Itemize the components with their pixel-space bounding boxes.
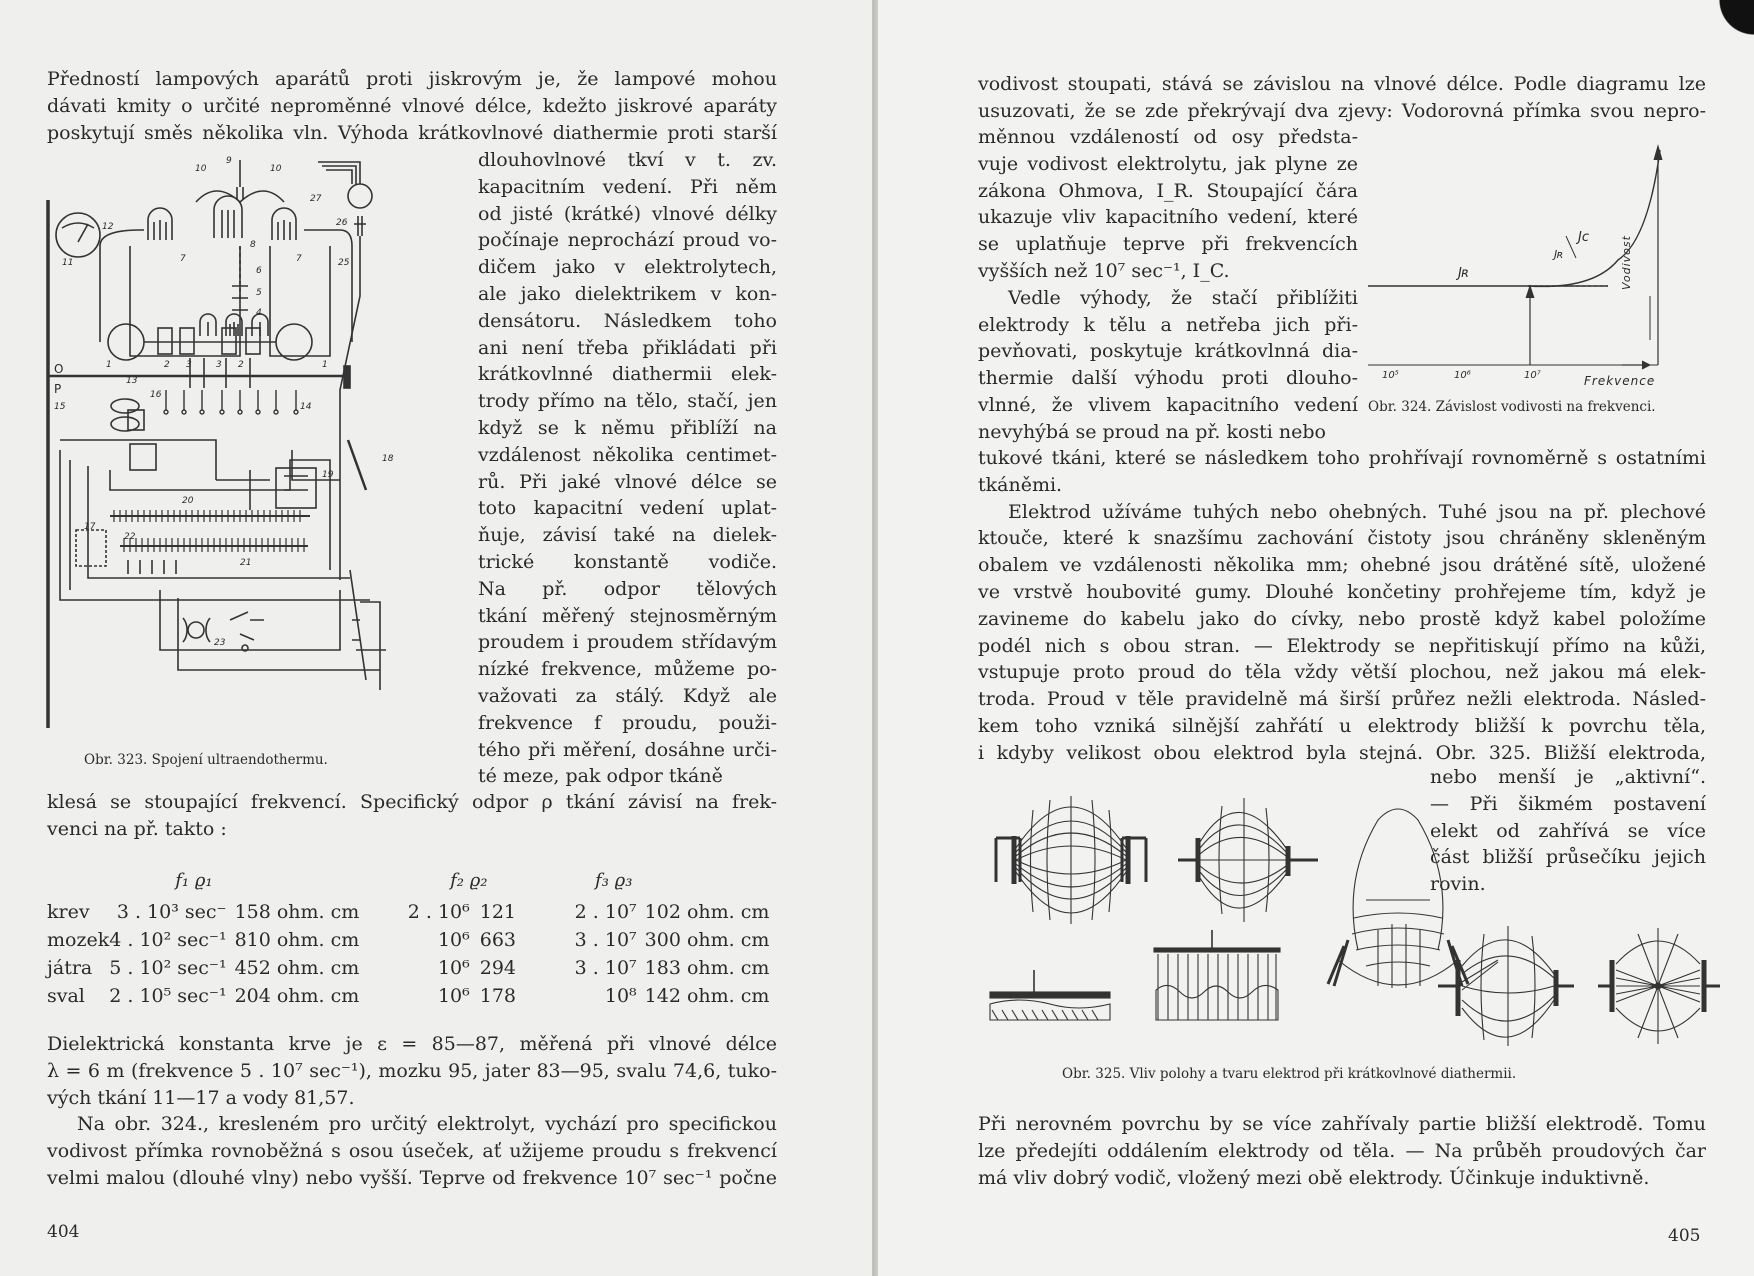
- text-line: krátkovlnné diathermii elek-: [478, 363, 777, 386]
- cell-tissue: krev: [47, 901, 90, 923]
- left-text-side: [478, 147, 777, 790]
- fig323-label: 4: [256, 308, 262, 318]
- figure-324-caption: Obr. 324. Závislost vodivosti na frekvenci.: [1368, 399, 1656, 415]
- graph-x-axis-label: Frekvence: [1584, 374, 1656, 388]
- text-line: vzdálenost několika centimet-: [478, 443, 777, 466]
- graph-x-tick: 10⁷: [1524, 370, 1541, 381]
- text-line: rovin.: [1430, 873, 1486, 896]
- cell-r3: 183 ohm. cm: [644, 957, 770, 979]
- text-line: tkání měřený stejnosměrným: [478, 604, 777, 627]
- text-line: tkáněmi.: [978, 473, 1063, 496]
- graph-y-axis-label: Vodivost: [1620, 235, 1633, 290]
- text-line: od jisté (krátké) vlnové délky: [478, 202, 777, 225]
- fig323-label: 23: [214, 638, 226, 648]
- fig323-label: 7: [180, 254, 186, 264]
- cell-f1: 4 . 10² sec⁻¹: [109, 929, 227, 951]
- cell-r2: 121: [479, 901, 517, 923]
- text-line: velmi malou (dlouhé vlny) nebo vyšší. Teprve od frekvence 10⁷ sec⁻¹ počne: [47, 1166, 777, 1189]
- header-f1: f₁ ϱ₁: [175, 869, 213, 891]
- cell-r3: 142 ohm. cm: [644, 985, 770, 1007]
- text-line: zavineme do kabelu jako do cívky, nebo prostě když kabel položíme: [978, 607, 1706, 630]
- text-line: ale jako dielektrikem v kon-: [478, 282, 777, 305]
- graph-ir-label: Jʀ: [1458, 266, 1470, 281]
- text-line: usuzovati, že se zde překrývají dva zjevy: Vodorovná přímka svou nepro-: [978, 99, 1706, 122]
- cell-r3: 300 ohm. cm: [644, 929, 770, 951]
- text-line: dávati kmity o určité neproměnné vlnové délce, kdežto jiskrové aparáty: [47, 94, 777, 117]
- right-text-top: [978, 71, 1706, 125]
- table-row: [47, 954, 777, 982]
- fig323-label: 11: [62, 258, 74, 268]
- fig323-label: 2: [164, 360, 170, 370]
- text-line: zákona Ohmova, I_R. Stoupající čára: [978, 179, 1358, 202]
- text-line: dlouhovlnové tkví v t. zv.: [478, 149, 777, 171]
- right-page: [878, 0, 1754, 1276]
- cell-r1: 158 ohm. cm: [234, 901, 360, 923]
- cell-tissue: játra: [47, 957, 93, 979]
- text-line: klesá se stoupající frekvencí. Specifický odpor ρ tkání závisí na frek-: [47, 791, 777, 813]
- fig323-label: 6: [256, 266, 262, 276]
- fig323-label: 10: [270, 164, 282, 174]
- text-line: ukazuje vliv kapacitního vedení, které: [978, 206, 1358, 229]
- text-line: Předností lampových aparátů proti jiskrovým je, že lampové mohou: [47, 68, 777, 90]
- text-line: — Při šikmém postavení: [1430, 792, 1706, 815]
- figure-325-electrodes: [978, 790, 1438, 1090]
- fig323-label: 12: [102, 222, 114, 232]
- cell-f3: 3 . 10⁷: [574, 957, 637, 979]
- fig323-label: 21: [240, 558, 252, 568]
- graph-ir-small-label: Jʀ: [1554, 248, 1564, 261]
- text-line: proudem i proudem střídavým: [478, 631, 777, 654]
- fig323-label: 26: [336, 218, 348, 228]
- text-line: λ = 6 m (frekvence 5 . 10⁷ sec⁻¹), mozku 95, jater 83—95, svalu 74,6, tuko-: [47, 1059, 777, 1082]
- text-line: podél nich s obou stran. — Elektrody se nepřitiskují přímo na kůži,: [978, 634, 1706, 657]
- text-line: měnnou vzdáleností od osy předsta-: [978, 126, 1358, 148]
- text-line: nízké frekvence, můžeme po-: [478, 658, 777, 681]
- cell-f1: 5 . 10² sec⁻¹: [109, 957, 227, 979]
- text-line: vodivost stoupati, stává se závislou na vlnové délce. Podle diagramu lze: [978, 73, 1706, 95]
- header-f2: f₂ ϱ₂: [450, 869, 488, 891]
- cell-f3: 10⁸: [604, 985, 637, 1007]
- fig323-label: 10: [195, 164, 207, 174]
- text-line: poskytují směs několika vln. Výhoda krátkovlnové diathermie proti starší: [47, 121, 777, 144]
- fig323-label: 18: [382, 454, 394, 464]
- cell-r2: 663: [479, 929, 517, 951]
- text-line: vuje vodivost elektrolytu, jak plyne ze: [978, 152, 1358, 175]
- cell-r2: 294: [479, 957, 517, 979]
- table-row: [47, 982, 777, 1010]
- left-page: [0, 0, 872, 1276]
- text-line: vyšších než 10⁷ sec⁻¹, I_C.: [978, 259, 1230, 282]
- left-text-top: [47, 66, 777, 146]
- text-line: trody přímo na tělo, stačí, jen: [478, 390, 777, 413]
- cell-f2: 10⁶: [437, 929, 470, 951]
- fig323-label: 9: [226, 156, 232, 166]
- text-line: pevňovati, poskytuje krátkovlnná dia-: [978, 340, 1358, 363]
- text-line: tého při měření, dosáhne urči-: [478, 738, 777, 761]
- text-line: má vliv dobrý vodič, vložený mezi obě elektrody. Účinkuje induktivně.: [978, 1166, 1650, 1189]
- text-line: obalem ve vzdálenosti několika mm; ohebné jsou drátěné sítě, uložené: [978, 554, 1706, 577]
- fig323-label: 19: [322, 470, 334, 480]
- text-line: važovati za stálý. Když ale: [478, 684, 777, 707]
- fig323-label: 14: [300, 402, 312, 412]
- figure-323-labels: [40, 150, 440, 750]
- right-text-mid: [978, 445, 1706, 767]
- text-line: Při nerovném povrchu by se více zahřívaly partie bližší elektrodě. Tomu: [978, 1113, 1706, 1135]
- figure-324-labels: [1358, 140, 1718, 400]
- text-line: Vedle výhody, že stačí přiblížiti: [1008, 286, 1358, 309]
- text-line: trické konstantě vodiče.: [478, 550, 777, 573]
- fig323-label: 3: [186, 360, 192, 370]
- text-line: vlnné, že vlivem kapacitního vedení: [978, 393, 1358, 416]
- fig323-label-p: P: [54, 382, 62, 396]
- cell-f3: 2 . 10⁷: [574, 901, 637, 923]
- text-line: Na obr. 324., kresleném pro určitý elektrolyt, vychází pro specifickou: [77, 1113, 777, 1136]
- table-row: [47, 926, 777, 954]
- cell-r1: 810 ohm. cm: [234, 929, 360, 951]
- graph-x-tick: 10⁵: [1382, 370, 1399, 381]
- text-line: tukové tkáni, které se následkem toho prohřívají rovnoměrně s ostatními: [978, 447, 1706, 469]
- fig323-label: 3: [216, 360, 222, 370]
- figure-325-caption: Obr. 325. Vliv polohy a tvaru elektrod při krátkovlnové diathermii.: [1062, 1066, 1517, 1082]
- text-line: thermie další výhodu proti dlouho-: [978, 367, 1358, 390]
- text-line: rů. Při jaké vlnové délce se: [478, 470, 777, 493]
- text-line: venci na př. takto :: [47, 817, 227, 840]
- text-line: Dielektrická konstanta krve je ε = 85—87, měřená při vlnové délce: [47, 1033, 777, 1055]
- text-line: Na př. odpor tělových: [478, 577, 777, 600]
- fig323-label: 13: [126, 376, 138, 386]
- text-line: i kdyby velikost obou elektrod byla stejná. Obr. 325. Bližší elektroda,: [978, 741, 1706, 764]
- text-line: část bližší průsečíku jejich: [1430, 846, 1706, 869]
- text-line: kem toho vzniká silnější zahřátí u elektrody bližší k povrchu těla,: [978, 714, 1706, 737]
- cell-r3: 102 ohm. cm: [644, 901, 770, 923]
- fig323-label: 2: [238, 360, 244, 370]
- text-line: toto kapacitní vedení uplat-: [478, 497, 777, 520]
- cell-tissue: sval: [47, 985, 85, 1007]
- text-line: elektrody k tělu a netřeba jich při-: [978, 313, 1358, 336]
- header-f3: f₃ ϱ₃: [595, 869, 633, 891]
- fig323-label: 1: [106, 360, 112, 370]
- figure-325-electrodes-right: [1438, 920, 1728, 1080]
- left-text-after-figure: [47, 789, 777, 843]
- table-header: [47, 862, 777, 898]
- cell-f3: 3 . 10⁷: [574, 929, 637, 951]
- text-line: nevyhýbá se proud na př. kosti nebo: [978, 420, 1326, 443]
- graph-ic-label: Jc: [1578, 230, 1589, 245]
- text-line: té meze, pak odpor tkáně: [478, 765, 723, 788]
- fig323-label: 16: [150, 390, 162, 400]
- table-row: [47, 898, 777, 926]
- fig323-label: 20: [182, 496, 194, 506]
- cell-r2: 178: [479, 985, 517, 1007]
- tissue-resistance-table: [47, 862, 777, 1010]
- text-line: se uplatňuje teprve při frekvencích: [978, 233, 1358, 256]
- fig323-label: 17: [84, 522, 96, 532]
- figure-323-caption: Obr. 323. Spojení ultraendothermu.: [84, 752, 328, 768]
- fig323-label: 8: [250, 240, 256, 250]
- text-line: vých tkání 11—17 a vody 81,57.: [47, 1086, 355, 1109]
- right-text-bottom: [978, 1111, 1706, 1191]
- text-line: lze předejíti oddálením elektrody od těla. — Na průběh proudových čar: [978, 1139, 1706, 1162]
- fig323-label: 5: [256, 288, 262, 298]
- text-line: nebo menší je „aktivní“.: [1430, 766, 1706, 788]
- text-line: ktouče, které k snazšímu zachování čistoty jsou chráněny skleněným: [978, 527, 1706, 550]
- text-line: densátoru. Následkem toho: [478, 309, 777, 332]
- text-line: když se k němu přiblíží na: [478, 416, 777, 439]
- text-line: troda. Proud v těle pravidelně má širší průřez nežli elektroda. Násled-: [978, 688, 1706, 711]
- fig323-label: 7: [296, 254, 302, 264]
- text-line: frekvence f proudu, použi-: [478, 711, 777, 734]
- cell-f2: 10⁶: [437, 985, 470, 1007]
- cell-r1: 204 ohm. cm: [234, 985, 360, 1007]
- text-line: ňuje, závisí také na dielek-: [478, 524, 777, 547]
- text-line: ani není třeba přikládati při: [478, 336, 777, 359]
- text-line: počínaje neprochází proud vo-: [478, 229, 777, 252]
- fig323-label: 22: [124, 532, 136, 542]
- left-text-bottom: [47, 1031, 777, 1192]
- scan-corner-shadow: [1714, 0, 1754, 40]
- text-line: elekt od zahřívá se více: [1430, 819, 1706, 842]
- cell-f1: 2 . 10⁵ sec⁻¹: [109, 985, 227, 1007]
- fig323-label: 27: [310, 194, 322, 204]
- right-text-fig-side: [1430, 764, 1706, 898]
- fig323-label-o: O: [54, 362, 64, 376]
- right-text-side: [978, 124, 1358, 446]
- cell-f2: 10⁶: [437, 957, 470, 979]
- text-line: ve vrstvě houbovité gumy. Dlouhé končetiny prohřejeme tím, když je: [978, 580, 1706, 603]
- text-line: Elektrod užíváme tuhých nebo ohebných. Tuhé jsou na př. plechové: [1008, 500, 1706, 523]
- text-line: vstupuje proto proud do těla vždy větší plochou, než jakou má elek-: [978, 661, 1706, 684]
- text-line: dičem jako v elektrolytech,: [478, 256, 777, 279]
- graph-x-tick: 10⁶: [1454, 370, 1471, 381]
- cell-f2: 2 . 10⁶: [407, 901, 470, 923]
- fig323-label: 1: [322, 360, 328, 370]
- page-number-left: 404: [47, 1222, 80, 1242]
- text-line: vodivost přímka rovnoběžná s osou úseček, ať užijeme proudu s frekvencí: [47, 1140, 777, 1163]
- cell-r1: 452 ohm. cm: [234, 957, 360, 979]
- fig323-label: 25: [338, 258, 350, 268]
- cell-tissue: mozek: [47, 929, 110, 951]
- fig323-label: 15: [54, 402, 66, 412]
- page-number-right: 405: [1668, 1226, 1701, 1246]
- text-line: kapacitním vedení. Při něm: [478, 175, 777, 198]
- cell-f1: 3 . 10³ sec⁻: [116, 901, 227, 923]
